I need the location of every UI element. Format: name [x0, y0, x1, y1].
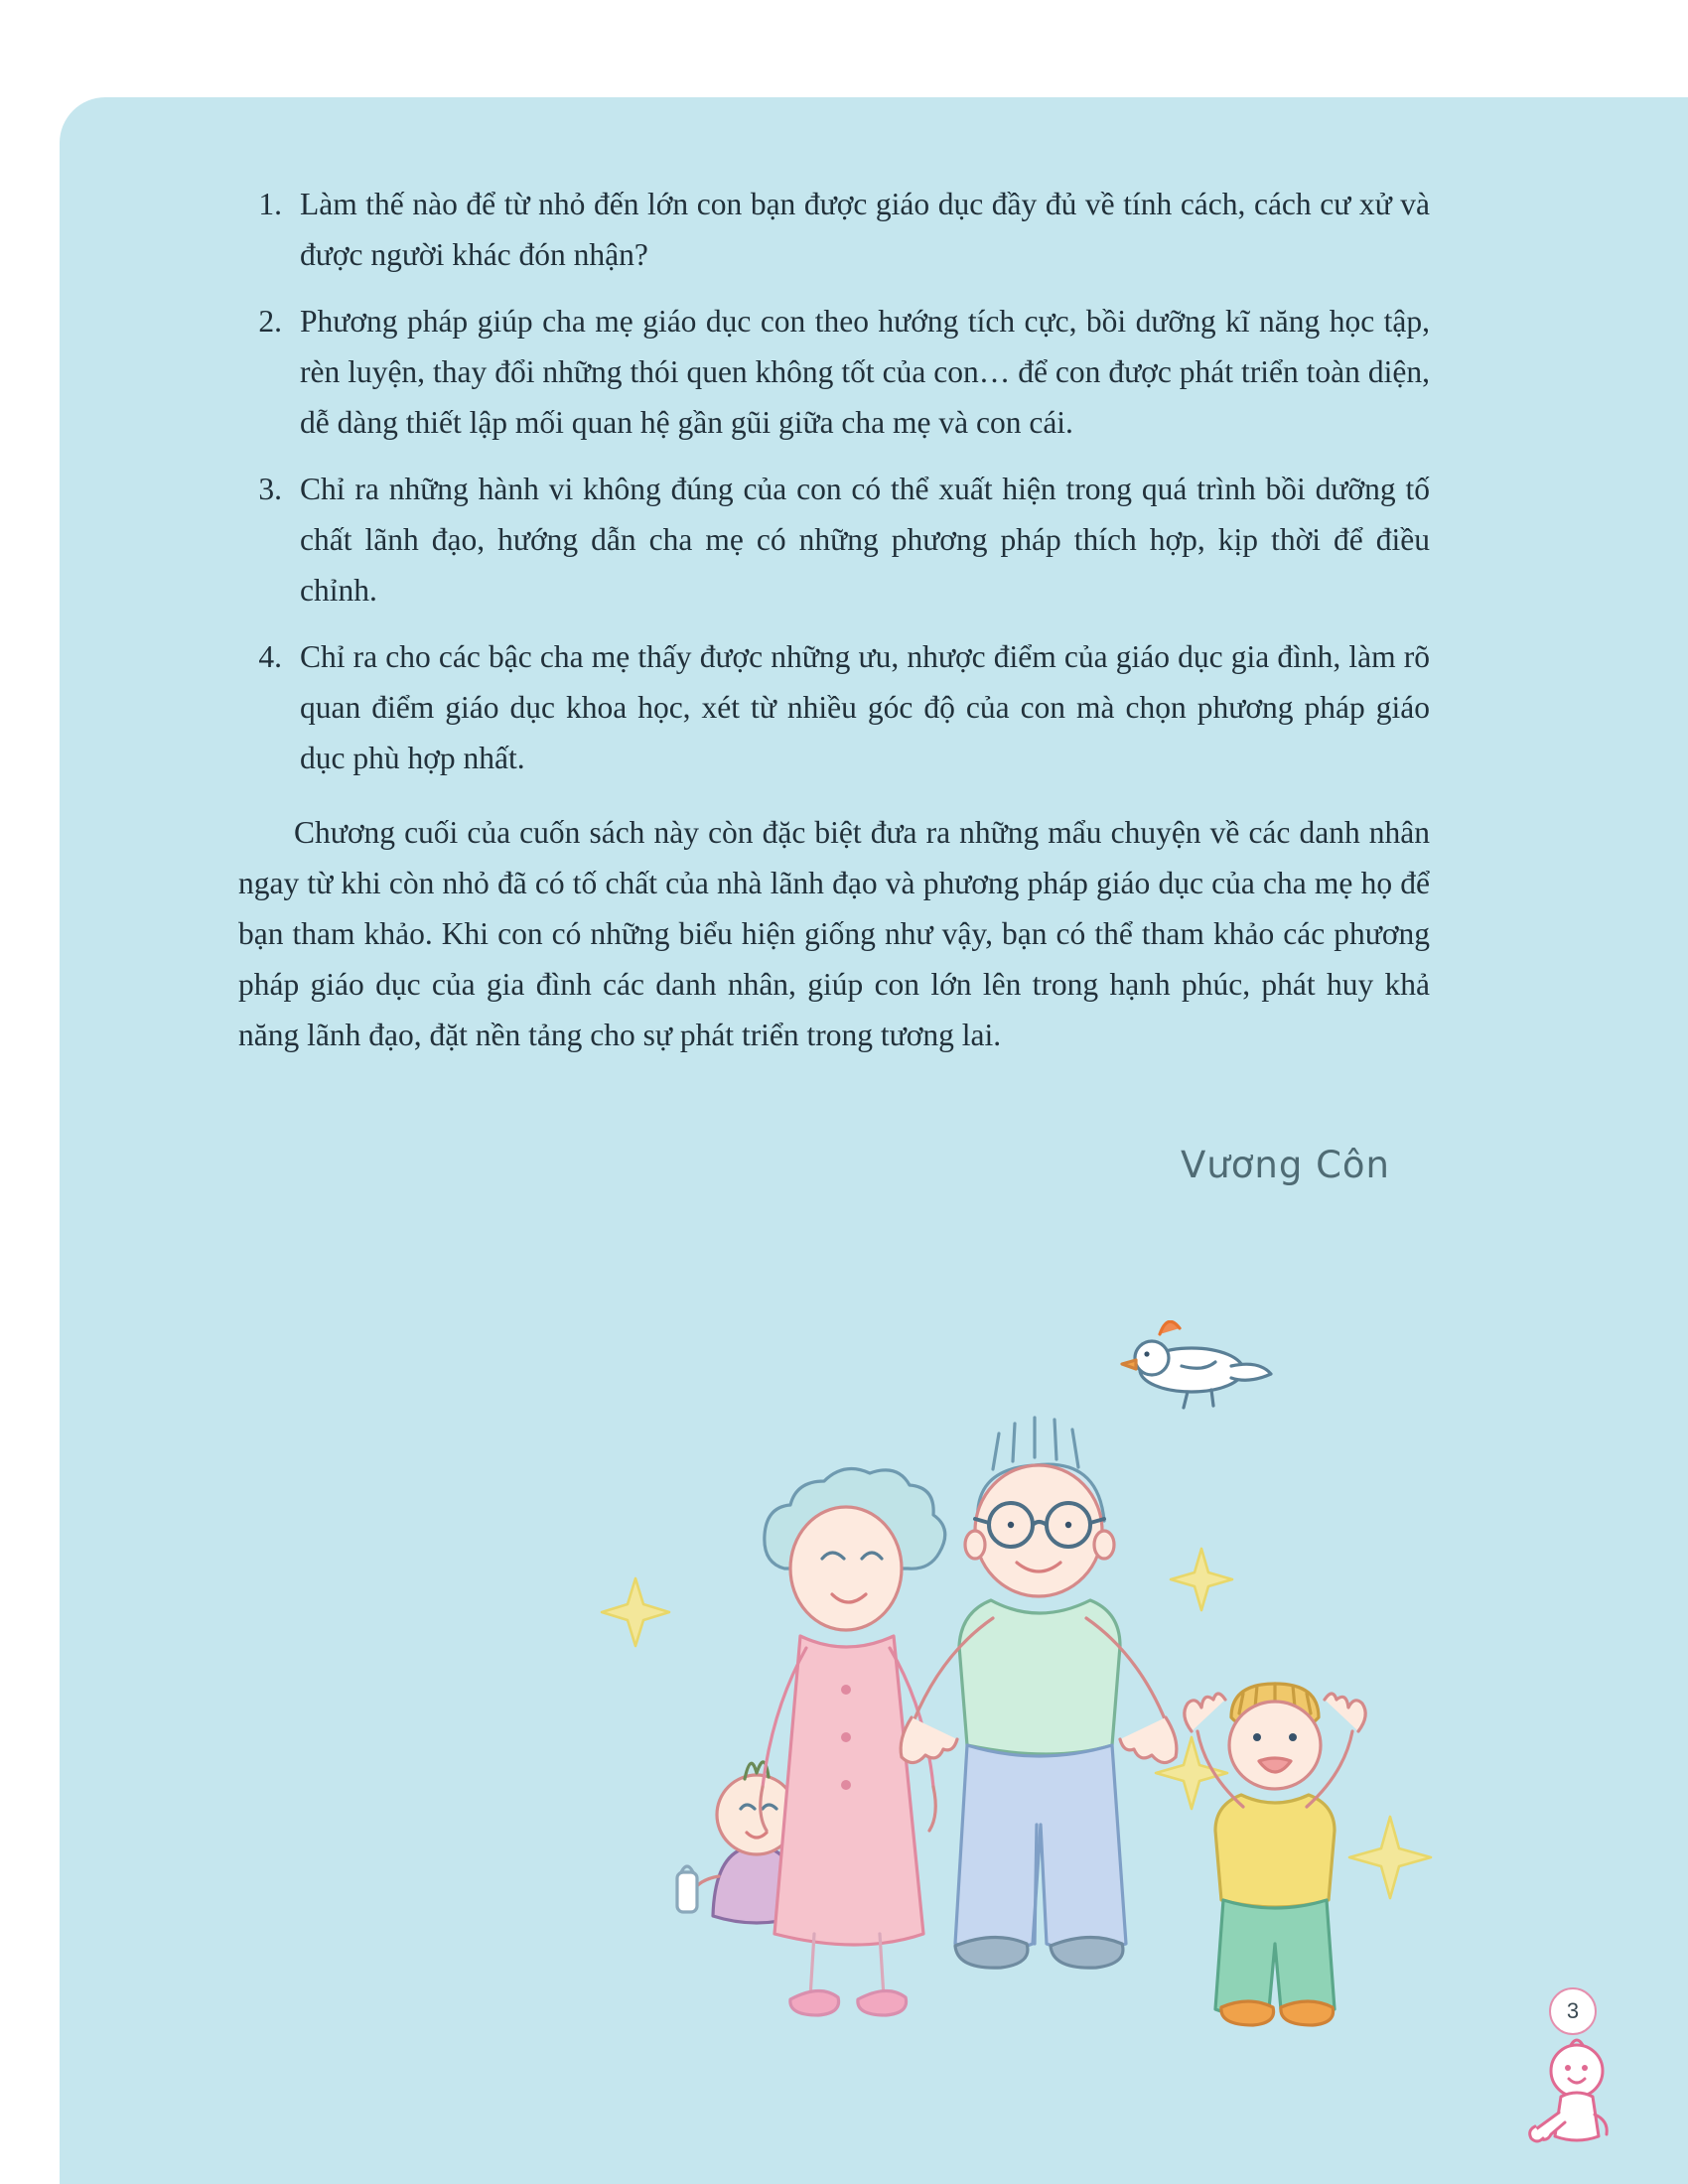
list-item-number: 4. [258, 639, 282, 675]
mascot-icon [1521, 2035, 1630, 2154]
list-item [238, 631, 1430, 783]
page-number: 3 [1549, 1987, 1597, 2035]
page-content [238, 179, 1430, 1186]
list-item-number: 2. [258, 304, 282, 340]
list-item [238, 464, 1430, 615]
list-item-text: Làm thế nào để từ nhỏ đến lớn con bạn được giáo dục đầy đủ về tính cách, cách cư xử và được người khác đón nhận? [300, 187, 1430, 273]
list-item-number: 1. [258, 187, 282, 221]
list-item-text: Chỉ ra cho các bậc cha mẹ thấy được những ưu, nhược điểm của giáo dục gia đình, làm rõ quan điểm giáo dục khoa học, xét từ nhiều góc độ của con mà chọn phương pháp giáo dục phù hợp nhất. [300, 639, 1430, 776]
list-item-text: Phương pháp giúp cha mẹ giáo dục con theo hướng tích cực, bồi dưỡng kĩ năng học tập, rèn luyện, thay đổi những thói quen không tốt của con… để con được phát triển toàn diện, dễ dàng thiết lập mối quan hệ gần gũi giữa cha mẹ và con cái. [300, 304, 1430, 441]
author-signature: Vương Côn [1180, 1144, 1390, 1187]
family-illustration [596, 1320, 1589, 2035]
numbered-list [238, 179, 1430, 783]
list-item-text: Chỉ ra những hành vi không đúng của con có thể xuất hiện trong quá trình bồi dưỡng tố chất lãnh đạo, hướng dẫn cha mẹ có những phương pháp thích hợp, kịp thời để điều chỉnh. [300, 472, 1430, 609]
list-item [238, 296, 1430, 448]
list-item [238, 179, 1430, 280]
list-item-number: 3. [258, 472, 282, 507]
closing-paragraph: Chương cuối của cuốn sách này còn đặc biệt đưa ra những mẩu chuyện về các danh nhân ngay từ khi còn nhỏ đã có tố chất của nhà lãnh đạo và phương pháp giáo dục của cha mẹ họ để bạn tham khảo. Khi con có những biểu hiện giống như vậy, bạn có thể tham khảo các phương pháp giáo dục của gia đình các danh nhân, giúp con lớn lên trong hạnh phúc, phát huy khả năng lãnh đạo, đặt nền tảng cho sự phát triển trong tương lai. [238, 815, 1430, 1053]
